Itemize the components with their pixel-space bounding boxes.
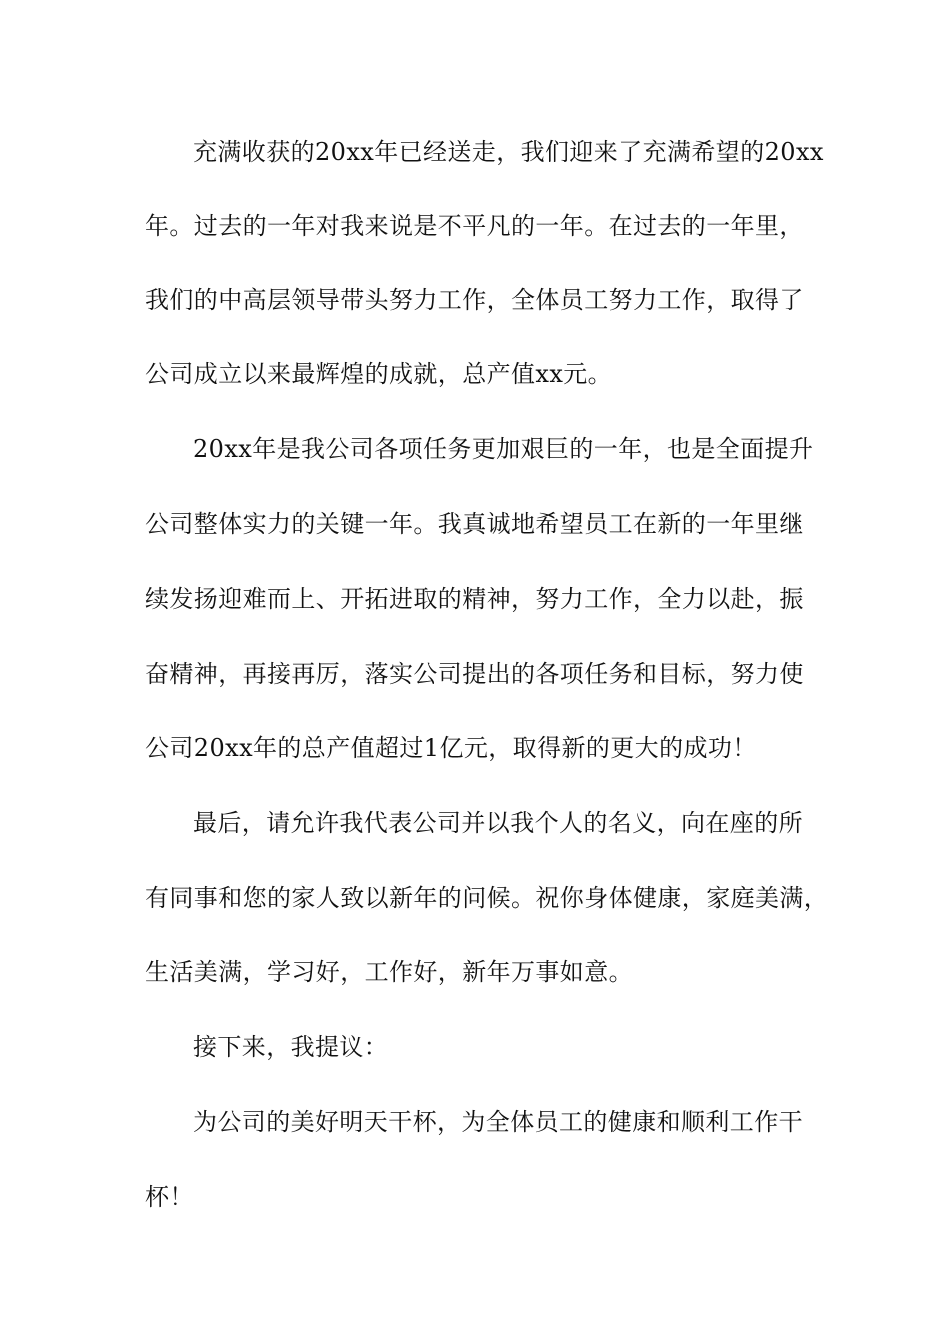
paragraph-3-line-3: 生活美满，学习好，工作好，新年万事如意。 [145, 958, 633, 986]
paragraph-1-line-4: 公司成立以来最辉煌的成就，总产值xx元。 [145, 360, 613, 388]
paragraph-5-line-1: 为公司的美好明天干杯，为全体员工的健康和顺利工作干 [193, 1108, 803, 1136]
paragraph-1-line-1: 充满收获的20xx年已经送走，我们迎来了充满希望的20xx [193, 138, 824, 166]
paragraph-4-line-1: 接下来，我提议： [193, 1033, 389, 1061]
paragraph-2-line-4: 奋精神，再接再厉，落实公司提出的各项任务和目标，努力使 [145, 660, 804, 688]
paragraph-5-line-2: 杯！ [145, 1183, 194, 1211]
paragraph-1-line-2: 年。过去的一年对我来说是不平凡的一年。在过去的一年里， [145, 212, 804, 240]
paragraph-2-line-1: 20xx年是我公司各项任务更加艰巨的一年，也是全面提升 [193, 435, 814, 463]
paragraph-2-line-3: 续发扬迎难而上、开拓进取的精神，努力工作，全力以赴，振 [145, 585, 804, 613]
paragraph-1-line-3: 我们的中高层领导带头努力工作，全体员工努力工作，取得了 [145, 286, 804, 314]
paragraph-3-line-1: 最后，请允许我代表公司并以我个人的名义，向在座的所 [193, 809, 803, 837]
paragraph-3-line-2: 有同事和您的家人致以新年的问候。祝你身体健康，家庭美满， [145, 884, 829, 912]
paragraph-2-line-5: 公司20xx年的总产值超过1亿元，取得新的更大的成功！ [145, 734, 757, 762]
paragraph-2-line-2: 公司整体实力的关键一年。我真诚地希望员工在新的一年里继 [145, 510, 804, 538]
